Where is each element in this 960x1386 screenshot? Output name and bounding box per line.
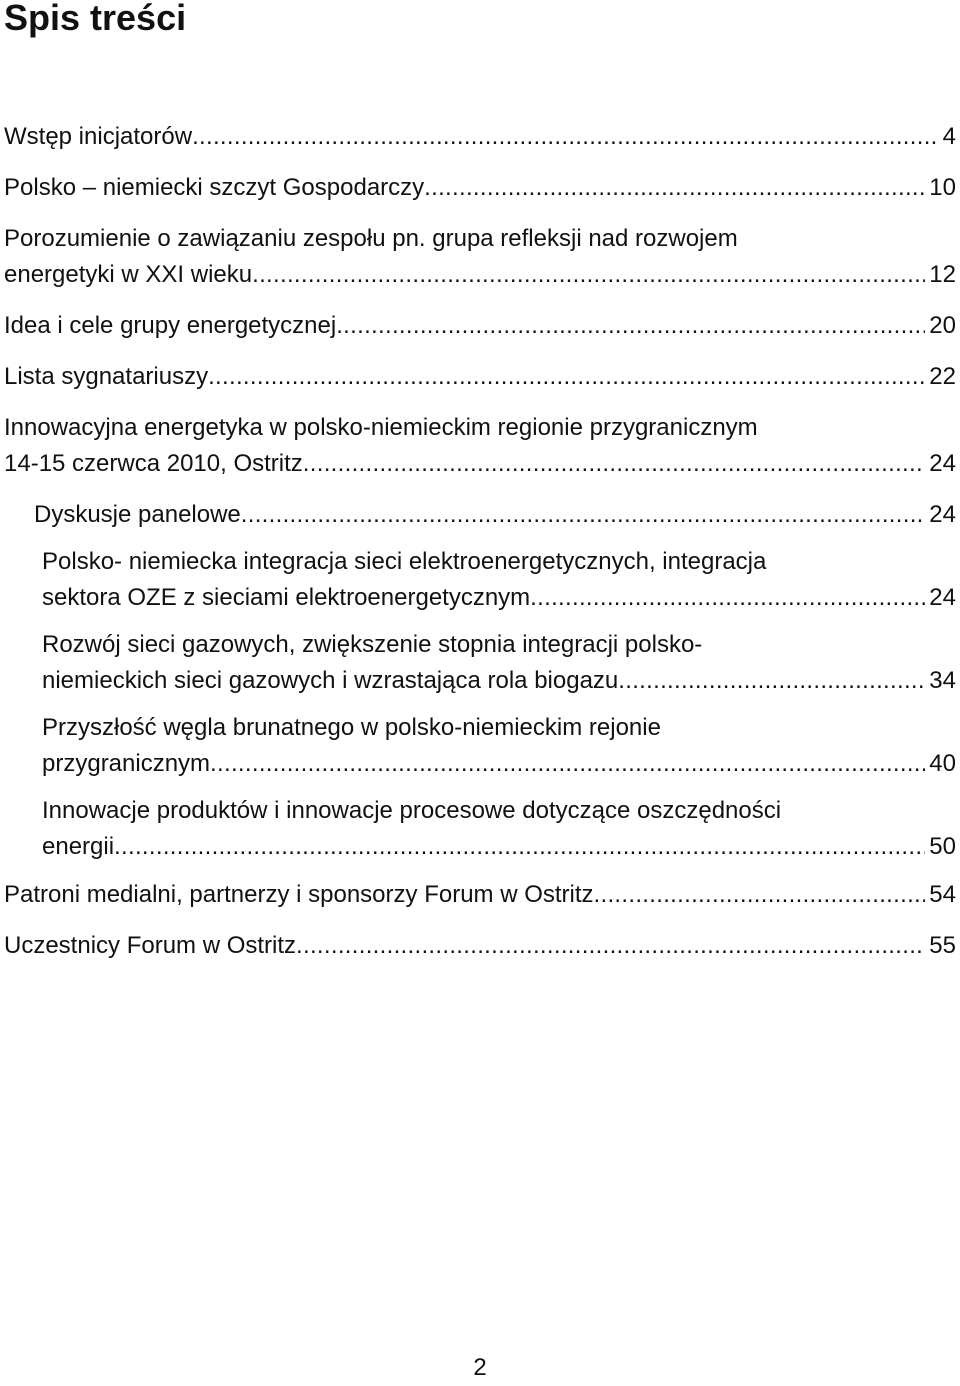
toc-leader-dots — [192, 119, 939, 155]
toc-entry[interactable] — [42, 710, 956, 782]
toc-leader-dots — [252, 257, 925, 293]
toc-leader-dots — [424, 170, 925, 206]
toc-entry[interactable] — [34, 497, 956, 533]
toc-entry-title: Innowacyjna energetyka w polsko-niemieckim regionie przygranicznym — [4, 414, 758, 441]
toc-entry[interactable] — [4, 119, 956, 155]
table-of-contents — [0, 119, 960, 964]
toc-entry-title: Porozumienie o zawiązaniu zespołu pn. grupa refleksji nad rozwojem — [4, 225, 738, 252]
toc-leader-dots — [241, 497, 926, 533]
page-footer-number: 2 — [473, 1354, 487, 1381]
toc-page-number: 12 — [929, 261, 956, 288]
toc-page-number: 40 — [929, 750, 956, 777]
page-title: Spis treści — [4, 0, 187, 38]
toc-entry[interactable] — [4, 928, 956, 964]
toc-page-number: 10 — [929, 174, 956, 201]
toc-entry[interactable] — [4, 170, 956, 206]
toc-page-number: 4 — [942, 123, 956, 150]
toc-entry-title: Polsko – niemiecki szczyt Gospodarczy — [4, 174, 425, 201]
toc-leader-dots — [618, 663, 925, 699]
toc-entry-title: Lista sygnatariuszy — [4, 363, 209, 390]
toc-entry-title: Polsko- niemiecka integracja sieci elektroenergetycznych, integracja — [42, 548, 767, 575]
toc-leader-dots — [296, 928, 925, 964]
toc-page-number: 24 — [929, 584, 956, 611]
toc-page-number: 54 — [929, 881, 956, 908]
toc-entry-title: Wstęp inicjatorów — [4, 123, 193, 150]
toc-entry-title-continued: sektora OZE z sieciami elektroenergetycznym — [42, 584, 531, 611]
toc-entry-title: Idea i cele grupy energetycznej — [4, 312, 337, 339]
toc-page-number: 22 — [929, 363, 956, 390]
toc-entry-title-continued: przygranicznym — [42, 750, 211, 777]
toc-entry-title: Przyszłość węgla brunatnego w polsko-niemieckim rejonie — [42, 714, 661, 741]
toc-entry-title-continued: energii — [42, 833, 115, 860]
toc-entry[interactable] — [4, 410, 956, 482]
toc-entry-title: Rozwój sieci gazowych, zwiększenie stopnia integracji polsko- — [42, 631, 703, 658]
toc-leader-dots — [210, 746, 925, 782]
toc-leader-dots — [530, 580, 925, 616]
toc-entry-title: Uczestnicy Forum w Ostritz — [4, 932, 297, 959]
toc-leader-dots — [114, 829, 925, 865]
toc-entry-title: Innowacje produktów i innowacje procesowe dotyczące oszczędności — [42, 797, 782, 824]
toc-entry[interactable] — [4, 359, 956, 395]
toc-page-number: 24 — [929, 501, 956, 528]
toc-entry[interactable] — [42, 793, 956, 865]
toc-entry-title-continued: 14-15 czerwca 2010, Ostritz — [4, 450, 303, 477]
toc-page-number: 50 — [929, 833, 956, 860]
toc-leader-dots — [594, 877, 926, 913]
toc-page-number: 20 — [929, 312, 956, 339]
toc-entry[interactable] — [4, 877, 956, 913]
toc-entry-title: Dyskusje panelowe — [34, 501, 241, 528]
toc-entry[interactable] — [42, 544, 956, 616]
toc-entry-title-continued: niemieckich sieci gazowych i wzrastająca rola biogazu — [42, 667, 619, 694]
toc-entry[interactable] — [42, 627, 956, 699]
toc-page-number: 24 — [929, 450, 956, 477]
toc-leader-dots — [208, 359, 925, 395]
toc-leader-dots — [336, 308, 925, 344]
toc-entry-title: Patroni medialni, partnerzy i sponsorzy Forum w Ostritz — [4, 881, 594, 908]
toc-page-number: 55 — [929, 932, 956, 959]
toc-page-number: 34 — [929, 667, 956, 694]
toc-entry[interactable] — [4, 308, 956, 344]
toc-entry[interactable] — [4, 221, 956, 293]
toc-entry-title-continued: energetyki w XXI wieku — [4, 261, 253, 288]
toc-leader-dots — [303, 446, 926, 482]
